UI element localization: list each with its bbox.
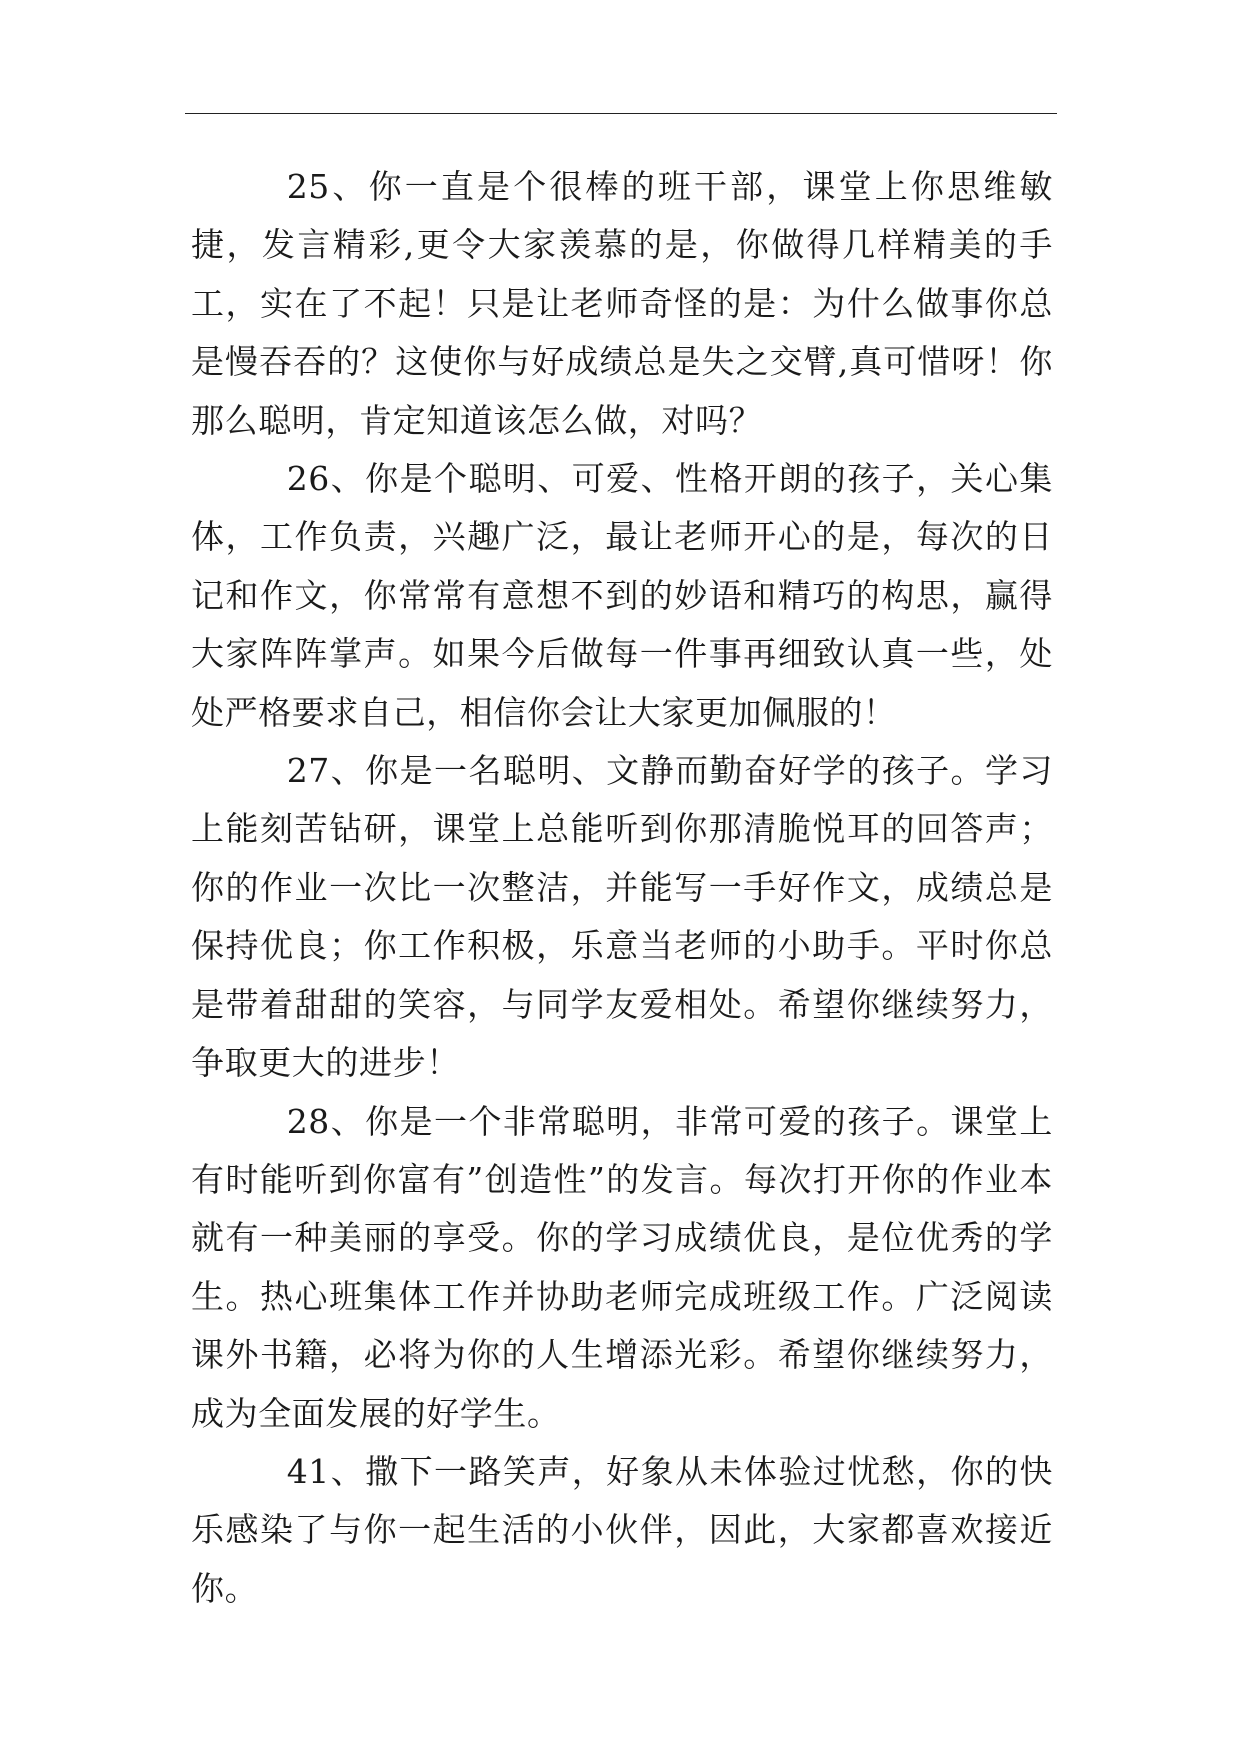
paragraph-41: 41、撒下一路笑声，好象从未体验过忧愁，你的快乐感染了与你一起生活的小伙伴，因此，大家都喜欢接近你。: [191, 1451, 1053, 1608]
header-rule: [185, 113, 1057, 114]
paragraph-26: 26、你是个聪明、可爱、性格开朗的孩子，关心集体，工作负责，兴趣广泛，最让老师开心的是，每次的日记和作文，你常常有意想不到的妙语和精巧的构思，赢得大家阵阵掌声。如果今后做每一件事再细致认真一些，处处严格要求自己，相信你会让大家更加佩服的！: [191, 459, 1053, 732]
paragraph-25: 25、你一直是个很棒的班干部，课堂上你思维敏捷，发言精彩,更令大家羡慕的是，你做得几样精美的手工，实在了不起！只是让老师奇怪的是：为什么做事你总是慢吞吞的？这使你与好成绩总是失之交臂,真可惜呀！你那么聪明，肯定知道该怎么做，对吗？: [191, 167, 1053, 440]
paragraph-28: 28、你是一个非常聪明，非常可爱的孩子。课堂上有时能听到你富有”创造性”的发言。每次打开你的作业本就有一种美丽的享受。你的学习成绩优良，是位优秀的学生。热心班集体工作并协助老师完成班级工作。广泛阅读课外书籍，必将为你的人生增添光彩。希望你继续努力，成为全面发展的好学生。: [191, 1101, 1053, 1433]
document-body: [191, 158, 1053, 1618]
paragraph-27: 27、你是一名聪明、文静而勤奋好学的孩子。学习上能刻苦钻研，课堂上总能听到你那清脆悦耳的回答声；你的作业一次比一次整洁，并能写一手好作文，成绩总是保持优良；你工作积极，乐意当老师的小助手。平时你总是带着甜甜的笑容，与同学友爱相处。希望你继续努力，争取更大的进步！: [191, 751, 1053, 1083]
